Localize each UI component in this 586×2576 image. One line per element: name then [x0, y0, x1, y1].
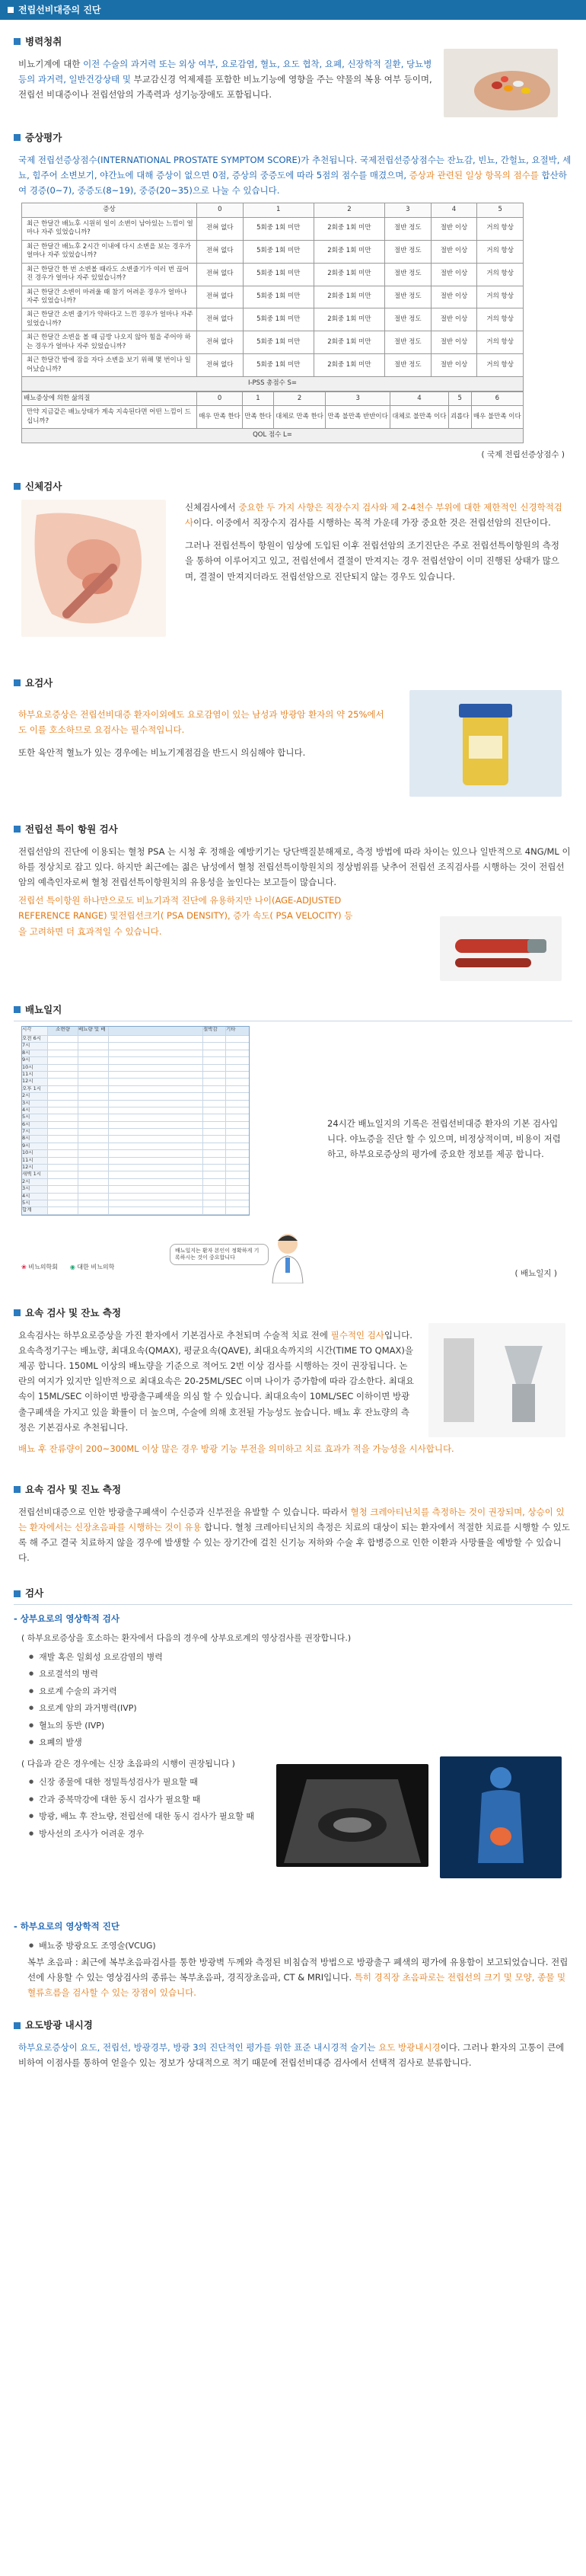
section-history — [14, 34, 572, 110]
table-cell-time: 4시 — [22, 1107, 48, 1114]
diary-caption: ( 배뇨일지 ) — [514, 1269, 557, 1278]
table-row — [22, 1186, 249, 1193]
table-row — [22, 1165, 249, 1171]
table-row: 최근 한달간 한 번 소변볼 때라도 소변줄기가 여러 번 끊어진 경우가 얼마나 자주 있었습니까? 전혀 없다 5회중 1회 미만 2회중 1회 미만 절반 정도 절반 이상 거의 항상 — [22, 263, 524, 286]
section-bullet-icon — [14, 2022, 21, 2029]
logo-mark-icon: ❀ — [21, 1264, 27, 1270]
table-cell-time: 새벽 1시 — [22, 1171, 48, 1178]
table-head-row: 배뇨증상에 의한 삶의질 0 1 2 3 4 5 6 — [22, 392, 524, 405]
urine-sample-image — [409, 690, 562, 797]
speech-bubble: 배뇨일지는 환자 본인이 정확하게 기록하시는 것이 중요합니다 — [170, 1244, 269, 1265]
table-cell-time: 2시 — [22, 1179, 48, 1185]
list-item: ● 요로계 수술의 과거력 — [29, 1683, 572, 1701]
urine-text: 하부요로증상은 전립선비대증 환자이외에도 요로감염이 있는 남성과 방광암 환자의 약 25%에서도 이를 호소하므로 요검사는 필수적입니다. 또한 육안적 혈뇨가 있는 경우에는 비뇨기계점검을 반드시 의심해야 합니다. — [18, 708, 384, 759]
table-row — [22, 1079, 249, 1085]
section-title: 전립선 특이 항원 검사 — [14, 821, 572, 838]
section-bullet-icon — [14, 483, 21, 490]
section-title: 요검사 — [14, 675, 572, 692]
table-row — [22, 1136, 249, 1143]
section-title: 증상평가 — [14, 129, 572, 146]
section-symptom — [14, 129, 572, 462]
table-row — [22, 1043, 249, 1050]
diary-text: 24시간 배뇨일지의 기록은 전립선비대증 환자의 기본 검사입니다. 야뇨증을 진단 할 수 있으며, 비정상적이며, 비용이 저렴하고, 하부요로증상의 평가에 중요한 정보를 제공 합니다. — [327, 1118, 561, 1160]
sum-row: I-PSS 총점수 S= — [22, 377, 524, 391]
section-lower — [14, 1919, 572, 2000]
section-title: 검사 — [14, 1585, 572, 1605]
table-cell-time: 7시 — [22, 1043, 48, 1049]
table-cell-time: 9시 — [22, 1143, 48, 1149]
table-row: 최근 한달간 소변을 볼 때 금방 나오지 않아 힘을 주어야 하는 경우가 얼마나 자주 있었습니까? 전혀 없다 5회중 1회 미만 2회중 1회 미만 절반 정도 절반 이상 거의 항상 — [22, 331, 524, 354]
section-cysto — [14, 2017, 572, 2070]
section-title: 요도방광 내시경 — [14, 2017, 572, 2034]
history-text: 비뇨기계에 대한 이전 수술의 과거력 또는 외상 여부, 요로감염, 혈뇨, 요도 협착, 요폐, 신장학적 질환, 당뇨병 등의 과거력, 일반건강상태 및 부교감신경 억제제를 포함한 비뇨기능에 영향을 주는 약물의 복용 여부 등이며, 전립선 비대증이나 전립선암의 가족력과 성기능장애도 포함됩니다. — [18, 58, 432, 101]
table-cell-time: 5시 — [22, 1114, 48, 1120]
lower-list — [29, 1938, 572, 1955]
logo-2: ◉ 대한 비뇨의학 — [69, 1264, 115, 1270]
voiding-diary-table: 시각 소변량 배뇨량 및 배 절박감 기타 오전 6시 7시 8시 9시 10시 11시 12시 오후 1시 2시 3시 4시 5시 6시 7시 8시 9시 10시 11시 12시 새벽 1시 2시 3시 4시 5시 합계 — [21, 1026, 250, 1216]
logo-1: ❀ 비뇨의학회 — [21, 1264, 58, 1270]
table-row — [22, 1057, 249, 1064]
section-bullet-icon — [14, 1309, 21, 1316]
table-cell-time: 12시 — [22, 1165, 48, 1171]
table-row — [22, 1036, 249, 1043]
table-cell-time: 3시 — [22, 1101, 48, 1107]
table-row — [22, 1179, 249, 1186]
table-caption: ( 국제 전립선증상점수 ) — [481, 449, 565, 459]
cysto-text: 하부요로증상이 요도, 전립선, 방광경부, 방광 3의 진단적인 평가를 위한 표준 내시경적 술기는 요도 방광내시경이다. 그러나 환자의 고통이 큰에 비하여 이점사를 통하여 얻을수 있는 정보가 상대적으로 적기 때문에 전립선비대증 검사에서 선택적 검사로 분류합니다. — [18, 2042, 565, 2069]
header-bullet-icon — [8, 7, 14, 13]
section-bullet-icon — [14, 134, 21, 141]
flow-text: 요속검사는 하부요로증상을 가진 환자에서 기본검사로 추천되며 수술적 치료 전에 필수적인 검사입니다. 요속측정기구는 배뇨량, 최대요속(QMAX), 평균요속(QAVE), 최대요속까지의 시간(TIME TO QMAX)을 제공 합니다. 150ML 이상의 배뇨량을 기준으로 적어도 2번 이상 검사를 시행하는 것이 권장됩니다. 논란의 여지가 있지만 일반적으로 최대요속은 20-25ML/SEC 이며 나이가 증가함에 따라 감소한다. 최대요속이 15ML/SEC 이하이면 방광출구폐색을 의심 할 수 있습니다. 최대요속이 10ML/SEC 이하이면 방광출구폐색을 가지고 있을 확률이 더 높으며, 수술에 의해 호전될 가능성도 높습니다. 배뇨 후 잔뇨량의 측정은 기본검사로 추천됩니다. — [18, 1329, 415, 1433]
table-row — [22, 1150, 249, 1157]
uroflowmeter-image — [428, 1323, 565, 1437]
lower-text: 복부 초음파 : 최근에 복부초음파검사를 통한 방광벽 두께와 측정된 비침습적 방법으로 방광출구 폐색의 평가에 유용함이 보고되었습니다. 전립선에 사용할 수 있는 영상검사의 종류는 복부초음파, 경직장초음파, CT & MRI입니다. 특히 경직장 초음파로는 전립선의 크기 및 모양, 종물 및 혈류흐름을 검사할 수 있는 장점이 있습니다. — [27, 1957, 568, 1999]
list-item: ● 방광, 배뇨 후 잔뇨량, 전립선에 대한 동시 검사가 필요할 때 — [29, 1808, 572, 1826]
table-cell-time: 10시 — [22, 1150, 48, 1156]
table-row — [22, 1093, 249, 1100]
section-bullet-icon — [14, 1590, 21, 1597]
sum-row: QOL 점수 L= — [22, 429, 524, 443]
list-item: ● 요로계 암의 과거병력(IVP) — [29, 1700, 572, 1718]
table-row — [22, 1122, 249, 1129]
table-row — [22, 1171, 249, 1178]
table-cell-time: 5시 — [22, 1200, 48, 1207]
list-item: ● 간과 중복막강에 대한 동시 검사가 필요할 때 — [29, 1791, 572, 1809]
table-row — [22, 1200, 249, 1207]
blood-test-image — [440, 916, 562, 981]
table-cell-time: 11시 — [22, 1072, 48, 1078]
section-bullet-icon — [14, 679, 21, 686]
table-row — [22, 1101, 249, 1107]
section-title: 요속 검사 및 잔뇨 측정 — [14, 1305, 572, 1322]
upper-note: ( 하부요로증상을 호소하는 환자에서 다음의 경우에 상부요로계의 영상검사를 권장합니다.) — [21, 1633, 352, 1644]
ipss-table — [21, 203, 524, 392]
table-row — [22, 1114, 249, 1121]
table-row — [22, 1107, 249, 1114]
table-cell-time: 4시 — [22, 1194, 48, 1200]
table-row — [22, 1143, 249, 1150]
anatomy-image — [21, 500, 166, 637]
table-row: 최근 한달간 소변 줄기가 약하다고 느낀 경우가 얼마나 자주 있었습니까? 전혀 없다 5회중 1회 미만 2회중 1회 미만 절반 정도 절반 이상 거의 항상 — [22, 308, 524, 331]
doctor-icon — [265, 1230, 311, 1283]
table-cell-time: 3시 — [22, 1186, 48, 1192]
physical-text: 신체검사에서 중요한 두 가지 사항은 직장수지 검사와 제 2-4천수 부위에 대한 제한적인 신경학적검사이다. 이중에서 직장수지 검사를 시행하는 목적 가운데 가장 중요한 것은 전립선암의 진단이다. 그러나 전립선특이 항원이 임상에 도입된 이후 전립선암의 조기진단은 주로 전립선특이항원의 측정을 통하여 이루어지고 있고, 전립선에서 결절이 만져지는 경우 전립선암이 이미 진행된 상태가 많으며, 결절이 만져지더라도 전립선암으로 진단되지 않는 경우도 있습니다. — [185, 502, 562, 582]
table-cell-time: 8시 — [22, 1050, 48, 1056]
table-cell-time: 2시 — [22, 1093, 48, 1099]
list-item: ● 혈뇨의 동반 (IVP) — [29, 1718, 572, 1735]
upper-list — [29, 1649, 572, 1752]
table-row: 최근 한달간 밤에 잠을 자다 소변을 보기 위해 몇 번이나 일어났습니까? 전혀 없다 5회중 1회 미만 2회중 1회 미만 절반 정도 절반 이상 거의 항상 — [22, 354, 524, 377]
header-bar — [0, 0, 586, 20]
table-cell-time: 9시 — [22, 1057, 48, 1063]
table-row — [22, 1194, 249, 1200]
section-psa: 전립선 특이 항원 검사 전립선암의 진단에 이용되는 혈청 PSA 는 시청 후 정해을 예방키기는 당단백질분해제로, 측정 방법에 따라 차이는 있으나 일반적으로 4NG/ML 이하를 정상치로 잡고 있다. 하지만 최근에는 젊은 남성에서 혈청 전립선특이항원치의 정상범위를 낮추어 전립선 조직검사를 시행하는 것이 전립선암의 예측인자로써 혈청 전립선특이항원치의 유용성을 높인다는 보고들이 많습니다. 전립선 특이항원 하나만으로도 비뇨기과적 진단에 유용하지만 나이(AGE-ADJUSTED REFERENCE RANGE) 및전립선크기( PSA DENSITY), 증가 속도( PSA VELOCITY) 등을 고려하면 더 효과적일 수 있습니다. — [14, 821, 572, 992]
list-item: ● 배뇨중 방광요도 조영술(VCUG) — [29, 1938, 572, 1955]
table-row — [22, 1207, 249, 1214]
table-row: 최근 한달간 배뇨후 시원히 일이 소변이 남아있는 느낌이 얼마나 자주 있었습니까? 전혀 없다 5회중 1회 미만 2회중 1회 미만 절반 정도 절반 이상 거의 항상 — [22, 217, 524, 240]
table-cell-time: 11시 — [22, 1158, 48, 1164]
table-row — [22, 1086, 249, 1093]
section-title: 배뇨일지 — [14, 1002, 572, 1021]
section-urine — [14, 675, 572, 804]
table-row — [22, 1158, 249, 1165]
section-diary — [14, 1002, 572, 1299]
section-bullet-icon — [14, 38, 21, 45]
table-cell-time: 7시 — [22, 1129, 48, 1135]
ultrasound-image — [276, 1764, 428, 1867]
body-xray-image — [440, 1756, 562, 1878]
table-cell-time: 10시 — [22, 1065, 48, 1071]
pressure-text: 전립선비대증으로 인한 방광출구폐색이 수신증과 신부전을 유발할 수 있습니다. 따라서 혈청 크레아티닌치를 측정하는 것이 권장되며, 상승이 있는 환자에서는 신장초음파를 시행하는 것이 유용 합니다. 혈청 크레아티닌치의 측정은 치료의 대상이 되는 환자에서 적절한 치료를 시행할 수 있도록 해 주고 결국 치료하지 않을 경우에 발생할 수 있는 장기간에 걸친 신기능 저하와 수술 후 합병증으로 인한 이환과 사망률을 예방할 수 있습니다. — [18, 1506, 570, 1564]
symptom-text: 국제 전립선증상점수(INTERNATIONAL PROSTATE SYMPTOM SCORE)가 추천됩니다. 국제전립선증상점수는 잔뇨감, 빈뇨, 간헐뇨, 요절박, 세뇨, 힘주어 소변보기, 야간뇨에 대해 증상이 없으면 0점, 증상의 중증도에 따라 5점의 점수를 매겼으며, 증상과 관련된 일상 항목의 점수를 합산하여 경증(0~7), 중증도(8~19), 중증(20~35)으로 나눌 수 있습니다. — [18, 154, 572, 197]
table-row: 최근 한달간 소변이 마려울 때 참기 어려운 경우가 얼마나 자주 있었습니까? 전혀 없다 5회중 1회 미만 2회중 1회 미만 절반 정도 절반 이상 거의 항상 — [22, 286, 524, 308]
table-row: 만약 지금같은 배뇨상태가 계속 지속된다면 어떤 느낌이 드십니까? 매우 만족 한다 만족 한다 대체로 만족 한다 만족 불만족 반반이다 대체로 불만족 이다 괴롭다 매우 불만족 이다 — [22, 406, 524, 429]
section-bullet-icon — [14, 1486, 21, 1493]
pills-image — [444, 49, 558, 117]
page-title: 전립선비대증의 진단 — [18, 4, 101, 15]
section-title: 병력청취 — [14, 34, 572, 50]
list-item: ● 방사선의 조사가 어려운 경우 — [29, 1826, 572, 1843]
section-pressure — [14, 1481, 572, 1565]
list-item: ● 신장 종물에 대한 정밀특성검사가 필요할 때 — [29, 1774, 572, 1791]
lower-title: - 하부요로의 영상학적 진단 — [14, 1921, 119, 1932]
section-title: 신체검사 — [14, 478, 572, 495]
table-row — [22, 1072, 249, 1079]
table-row — [22, 1065, 249, 1072]
upper-title: - 상부요로의 영상학적 검사 — [14, 1613, 119, 1625]
qol-table — [21, 392, 524, 443]
table-cell-time: 오전 6시 — [22, 1036, 48, 1042]
table-row — [22, 1129, 249, 1136]
table-row — [22, 1050, 249, 1057]
table-cell-time: 12시 — [22, 1079, 48, 1085]
list-item: ● 재발 혹은 일회성 요로감염의 병력 — [29, 1649, 572, 1667]
list-item: ● 요폐의 발생 — [29, 1734, 572, 1752]
section-exam — [14, 1585, 572, 1913]
table-cell-time: 6시 — [22, 1122, 48, 1128]
cond-note: ( 다음과 같은 경우에는 신장 초음파의 시행이 권장됩니다 ) — [21, 1758, 235, 1769]
table-cell-time: 8시 — [22, 1136, 48, 1142]
table-cell-time: 오후 1시 — [22, 1086, 48, 1092]
section-bullet-icon — [14, 1006, 21, 1013]
logo-mark-icon: ◉ — [69, 1264, 75, 1270]
section-flow: 요속 검사 및 잔뇨 측정 요속검사는 하부요로증상을 가진 환자에서 기본검사로 추천되며 수술적 치료 전에 필수적인 검사입니다. 요속측정기구는 배뇨량, 최대요속(QMAX), 평균요속(QAVE), 최대요속까지의 시간(TIME TO QMAX)을 제공 합니다. 150ML 이상의 배뇨량을 기준으로 적어도 2번 이상 검사를 시행하는 것이 권장됩니다. 논란의 여지가 있지만 일반적으로 최대요속은 20-25ML/SEC 이며 나이가 증가함에 따라 감소한다. 최대요속이 15ML/SEC 이하이면 방광출구폐색을 의심 할 수 있습니다. 최대요속이 10ML/SEC 이하이면 방광출구폐색을 가지고 있을 확률이 더 높으며, 수술에 의해 호전될 가능성도 높습니다. 배뇨 후 잔뇨량의 측정은 기본검사로 추천됩니다. 배뇨 후 잔류량이 200~300ML 이상 많은 경우 방광 기능 부전을 의미하고 치료 효과가 적을 가능성을 시사합니다. — [14, 1305, 572, 1465]
section-title: 요속 검사 및 진뇨 측정 — [14, 1481, 572, 1498]
section-physical — [14, 478, 572, 654]
section-bullet-icon — [14, 826, 21, 833]
table-row: 최근 한달간 배뇨후 2시간 이내에 다시 소변을 보는 경우가 얼마나 자주 있었습니까? 전혀 없다 5회중 1회 미만 2회중 1회 미만 절반 정도 절반 이상 거의 항상 — [22, 240, 524, 263]
table-cell-time: 합계 — [22, 1207, 48, 1213]
logos — [21, 1262, 114, 1273]
table-head-row: 증상 0 1 2 3 4 5 — [22, 203, 524, 217]
list-item: ● 요로결석의 병력 — [29, 1666, 572, 1683]
